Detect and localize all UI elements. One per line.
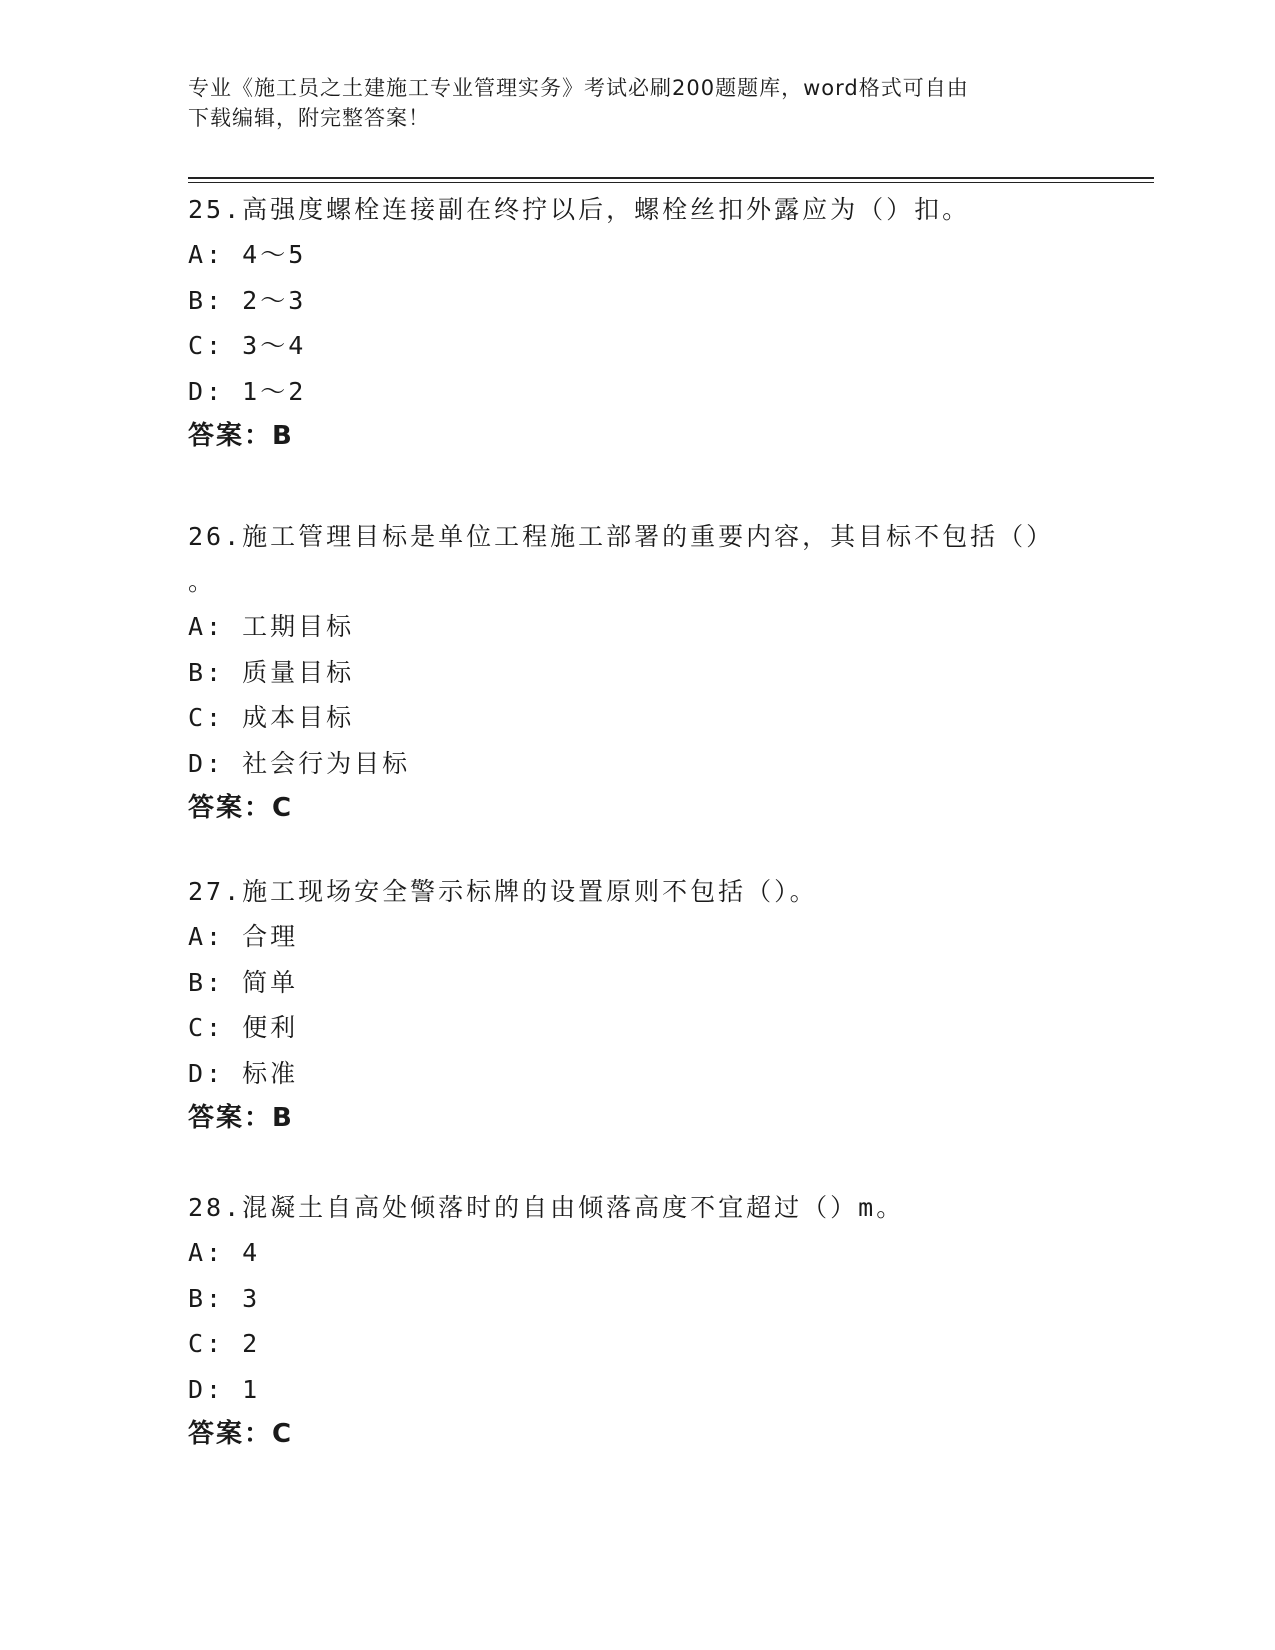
answer: 答案：B — [188, 1103, 294, 1133]
option-d: D: 社会行为目标 — [188, 748, 411, 778]
question-text-continued: 。 — [188, 567, 217, 596]
answer: 答案：C — [188, 793, 294, 823]
document-header — [188, 73, 1068, 133]
question-text: 28.混凝土自高处倾落时的自由倾落高度不宜超过（）m。 — [188, 1193, 905, 1222]
question-28 — [188, 1185, 1068, 1457]
option-c: C: 2 — [188, 1329, 261, 1358]
option-d: D: 1～2 — [188, 376, 307, 406]
question-text: 25.高强度螺栓连接副在终拧以后，螺栓丝扣外露应为（）扣。 — [188, 195, 971, 224]
option-a: A: 合理 — [188, 922, 299, 951]
option-d: D: 1 — [188, 1374, 261, 1404]
option-a: A: 工期目标 — [188, 612, 355, 641]
option-b: B: 2～3 — [188, 285, 307, 315]
question-text: 26.施工管理目标是单位工程施工部署的重要内容，其目标不包括（） — [188, 522, 1055, 551]
question-25 — [188, 187, 1068, 459]
answer: 答案：B — [188, 421, 294, 451]
option-b: B: 质量目标 — [188, 657, 355, 687]
header-divider-thin — [188, 182, 1154, 183]
option-c: C: 成本目标 — [188, 703, 355, 732]
question-text: 27.施工现场安全警示标牌的设置原则不包括（）。 — [188, 877, 818, 906]
option-d: D: 标准 — [188, 1058, 299, 1088]
question-27 — [188, 869, 1068, 1141]
header-divider-thick — [188, 177, 1154, 179]
header-line-2: 下载编辑，附完整答案！ — [188, 106, 430, 130]
header-line-1: 专业《施工员之土建施工专业管理实务》考试必刷200题题库，word格式可自由 — [188, 76, 969, 100]
option-c: C: 3～4 — [188, 331, 307, 360]
answer: 答案：C — [188, 1419, 294, 1449]
option-b: B: 3 — [188, 1283, 261, 1313]
option-a: A: 4～5 — [188, 240, 307, 269]
question-26 — [188, 514, 1068, 831]
option-b: B: 简单 — [188, 967, 299, 997]
option-c: C: 便利 — [188, 1013, 299, 1042]
option-a: A: 4 — [188, 1238, 261, 1267]
